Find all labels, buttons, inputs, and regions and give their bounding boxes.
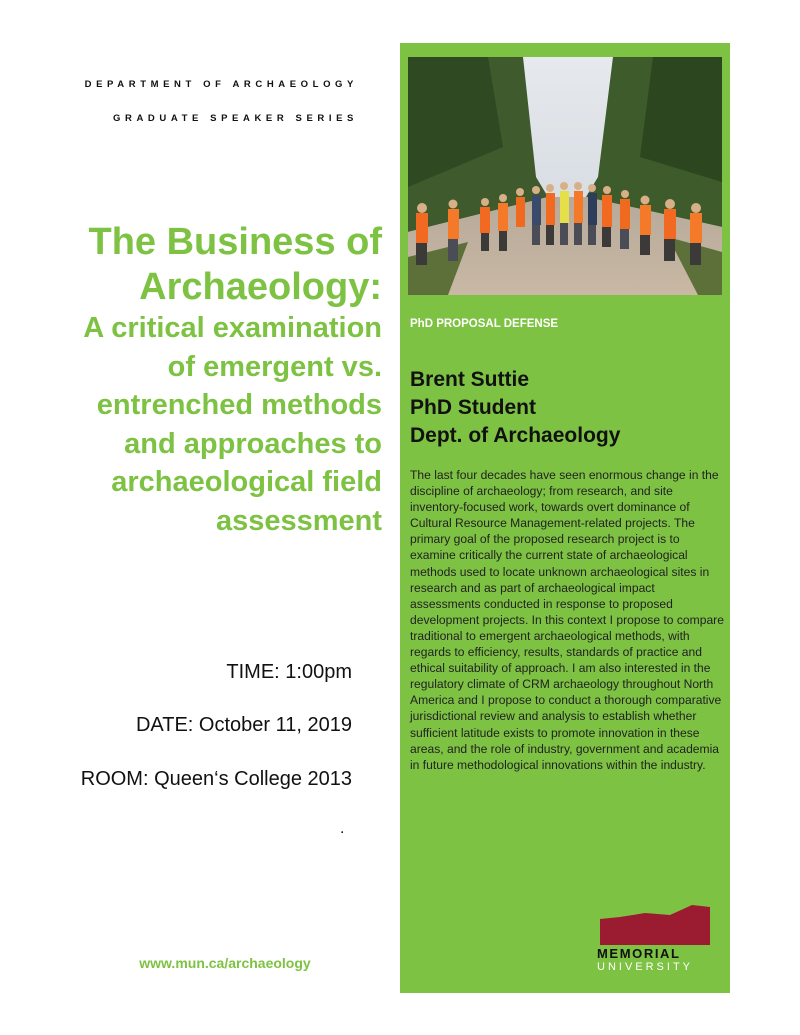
department-heading: DEPARTMENT OF ARCHAEOLOGY bbox=[84, 79, 358, 90]
event-date: DATE: October 11, 2019 bbox=[135, 714, 352, 736]
stray-dot: . bbox=[340, 820, 345, 837]
field-crew-photo bbox=[408, 57, 722, 295]
logo-subtext: UNIVERSITY bbox=[597, 961, 694, 973]
memorial-university-logo bbox=[597, 905, 713, 977]
event-room: ROOM: Queen‘s College 2013 bbox=[80, 768, 352, 790]
title-line-1: The Business of bbox=[88, 221, 382, 263]
speaker-role: PhD Student bbox=[410, 396, 536, 419]
subtitle-line: archaeological field bbox=[111, 466, 382, 498]
speaker-department: Dept. of Archaeology bbox=[410, 424, 621, 447]
logo-wordmark: MEMORIAL bbox=[597, 946, 681, 961]
title-line-2: Archaeology: bbox=[139, 266, 382, 308]
green-side-panel bbox=[400, 43, 730, 993]
abstract-text: The last four decades have seen enormous change in the discipline of archaeology; from research, and site inventory-focused work, towards overt dominance of Cultural Resource Management-related projects. The primary goal of the proposed research project is to examine critically the current state of archaeological methods used to locate unknown archaeological sites in research and as part of archaeological impact assessments conducted in response to proposed development projects. In this context I propose to compare traditional to emergent archaeological methods, with regards to efficiency, results, standards of practice and ethical suitability of approach. I am also interested in the regulatory climate of CRM archaeology throughout North America and I propose to conduct a thorough comparative jurisdictional review and analysis to establish whether sufficient latitude exists to promote innovation in these areas, and the role of industry, government and academia in future methodological innovations within the industry. bbox=[410, 468, 724, 772]
subtitle-line: A critical examination bbox=[83, 312, 382, 344]
subtitle-line: and approaches to bbox=[124, 427, 382, 460]
event-time: TIME: 1:00pm bbox=[226, 661, 352, 683]
subtitle-line: entrenched methods bbox=[96, 389, 382, 421]
logo-mark-icon bbox=[600, 905, 710, 945]
event-type-label: PhD PROPOSAL DEFENSE bbox=[410, 318, 559, 330]
website-link[interactable]: www.mun.ca/archaeology bbox=[139, 955, 311, 971]
speaker-block bbox=[410, 366, 620, 450]
series-heading: GRADUATE SPEAKER SERIES bbox=[113, 113, 358, 124]
subtitle-line: of emergent vs. bbox=[167, 350, 382, 383]
subtitle-line: assessment bbox=[215, 504, 382, 537]
talk-title bbox=[20, 220, 382, 541]
speaker-name: Brent Suttie bbox=[410, 368, 530, 391]
